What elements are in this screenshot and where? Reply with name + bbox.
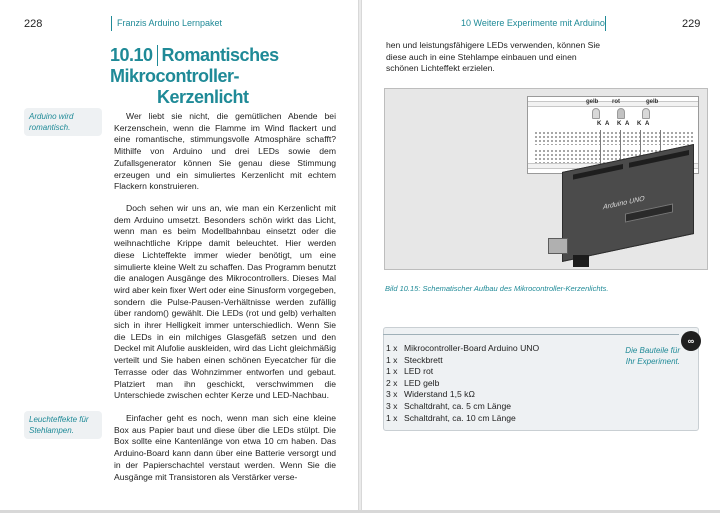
led-label-rot: rot (612, 99, 620, 105)
part-name: Widerstand 1,5 kΩ (404, 389, 475, 400)
running-head-rule-left (111, 16, 112, 31)
body-paragraph-3 (114, 413, 336, 483)
list-item (386, 389, 539, 401)
list-item (386, 343, 539, 355)
page-number-right: 229 (682, 18, 701, 30)
usb-port (548, 238, 568, 254)
part-name: Schaltdraht, ca. 5 cm Länge (404, 400, 512, 411)
part-qty: 3 x (386, 400, 398, 411)
part-qty: 3 x (386, 389, 398, 400)
list-item (386, 355, 539, 367)
part-name: Steckbrett (404, 354, 443, 365)
led-label-gelb-1: gelb (586, 99, 599, 105)
power-jack (573, 255, 589, 267)
part-name: Schaltdraht, ca. 10 cm Länge (404, 412, 516, 423)
part-qty: 2 x (386, 377, 398, 388)
section-title (110, 45, 345, 108)
arduino-chip (625, 203, 673, 222)
list-item (386, 413, 539, 425)
parts-list (386, 343, 539, 424)
part-name: LED rot (404, 366, 434, 377)
part-name: Mikrocontroller-Board Arduino UNO (404, 343, 540, 353)
part-name: LED gelb (404, 377, 440, 388)
running-head-right: 10 Weitere Experimente mit Arduino (461, 18, 605, 28)
figure-caption: Bild 10.15: Schematischer Aufbau des Mikrocontroller-Kerzenlichts. (385, 284, 609, 293)
body-paragraph-2 (114, 203, 336, 402)
intro-text: hen und leistungsfähigere LEDs verwenden, können Sie diese auch in eine Stehlampe einbauen und einen schönen Lichteffekt erzielen. (386, 40, 601, 74)
list-item (386, 366, 539, 378)
pin-label-k1: K (597, 121, 602, 127)
part-qty: 1 x (386, 354, 398, 365)
left-page (0, 0, 358, 513)
list-item (386, 401, 539, 413)
paragraph-1-text: Wer liebt sie nicht, die gemütlichen Abende bei Kerzenschein, wenn die Flamme im Wind flackert und eine romantische, stimmungsvolle Atmosphäre schafft? Mithilfe von Arduino und drei LEDs sowie dem Zufallsgenerator können Sie genau diese Stimmung erzeugen und ein simuliertes Kerzenlicht mit echtem Flackern konstruieren. (114, 111, 336, 192)
breadboard-holes-upper (534, 131, 694, 145)
list-item (386, 378, 539, 390)
arduino-logo-icon: ∞ (681, 331, 701, 351)
pin-label-a2: A (625, 121, 630, 127)
running-head-left: Franzis Arduino Lernpaket (117, 18, 223, 28)
pin-label-k2: K (617, 121, 622, 127)
running-head-rule-right (605, 16, 606, 31)
parts-margin-note: Die Bauteile für Ihr Experiment. (625, 346, 680, 366)
page-number-left: 228 (24, 18, 43, 30)
part-qty: 1 x (386, 412, 398, 423)
led-red (617, 108, 625, 119)
section-number: 10.10 (110, 45, 158, 66)
margin-note-stehlampen: Leuchteffekte für Stehlampen. (24, 411, 102, 439)
parts-box-rule (383, 334, 679, 335)
pin-label-a1: A (605, 121, 610, 127)
section-title-line2: Kerzenlicht (157, 87, 249, 107)
arduino-board-label: Arduino UNO (603, 195, 645, 212)
led-label-gelb-2: gelb (646, 99, 659, 105)
part-qty: 1 x (386, 366, 398, 377)
paragraph-2-text: Doch sehen wir uns an, wie man ein Kerzenlicht mit dem Arduino umsetzt. Besonders schön wirkt das Licht, wenn man es beim Modellbahnbau einsetzt oder die weihnachtliche Krippe damit beleuchtet. Hier werden diese Lichteffekte immer wieder benötigt, um eine simulierte kleine Welt zu schaffen. Das Programm benutzt die analogen Ausgänge des Mikrocontrollers. Dieses Mal wird aber kein fixer Wert oder eine Sinusform vorgegeben, sondern die Pulse-Pausen-Verhältnisse werden zufällig über random() gewählt. Die LEDs (rot und gelb) verhalten sich in ihrer Helligkeit immer unterschiedlich. Wenn Sie die LEDs in ein milchiges Glasgefäß setzen und den Deckel mit Alufolie auskleiden, wird das Licht gleichmäßig verteilt und Sie haben einen schönen Eyecatcher für die Terrasse oder das Wohnzimmer entworfen und gebaut. Platziert man ihn geschickt, verschwimmen die Unterschiede zwischen echter Kerze und LED-Nachbau. (114, 203, 336, 401)
pin-label-k3: K (637, 121, 642, 127)
led-yellow-1 (592, 108, 600, 119)
part-qty: 1 x (386, 343, 398, 353)
intro-paragraph (386, 40, 606, 75)
margin-note-romantic: Arduino wird romantisch. (24, 108, 102, 136)
body-paragraph-1 (114, 111, 336, 193)
paragraph-3-text: Einfacher geht es noch, wenn man sich eine kleine Box aus Papier baut und diese über die LEDs stülpt. Die Box sollte eine Kantenlänge von etwa 10 cm haben. Das Arduino-Board kann dann über eine Batterie versorgt und in der Papierschachtel verstaut werden. Wenn Sie die Ausgänge mit Transistoren als Verstärker verse- (114, 413, 336, 482)
section-title-line1: Romantisches Mikrocontroller- (110, 45, 279, 86)
led-yellow-2 (642, 108, 650, 119)
pin-label-a3: A (645, 121, 650, 127)
